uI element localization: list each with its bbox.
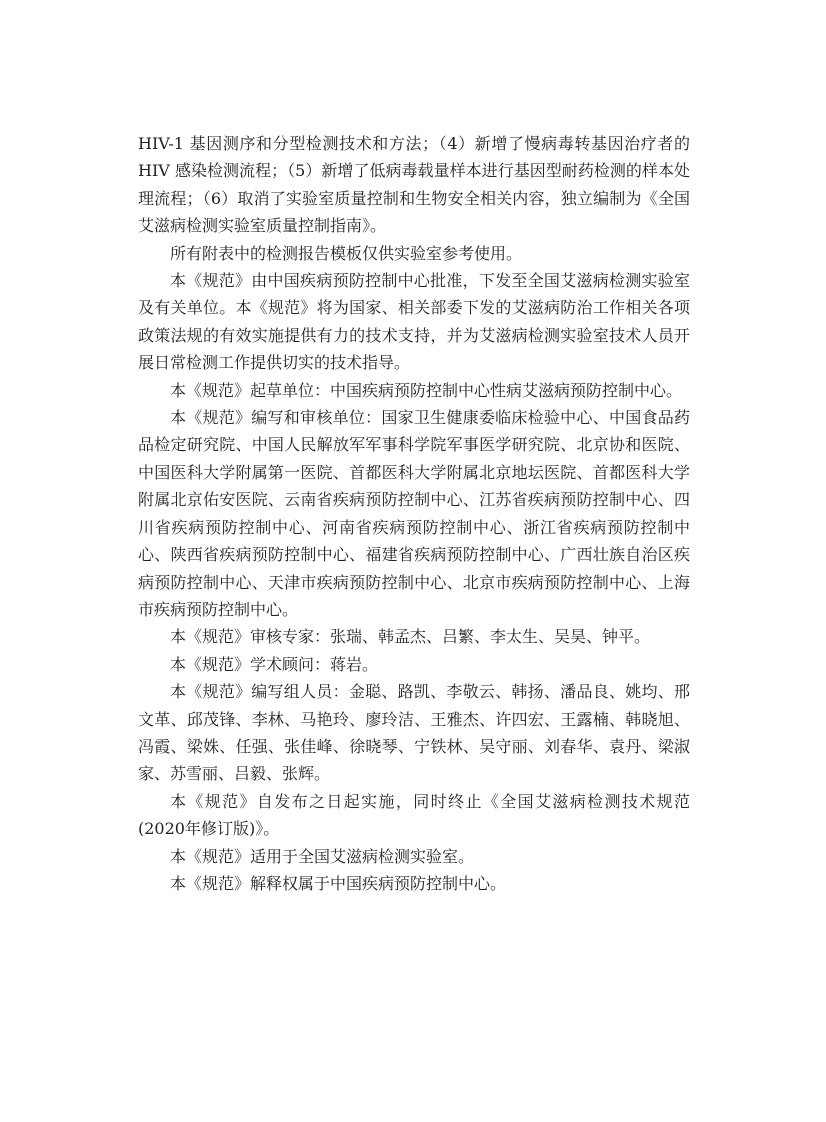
paragraph-review-experts: 本《规范》审核专家：张瑞、韩孟杰、吕繁、李太生、吴昊、钟平。 [170,627,651,647]
paragraph-writing-group: 本《规范》编写组人员：金聪、路凯、李敬云、韩扬、潘品良、姚均、邢文革、邱茂锋、李林、马艳玲、廖玲洁、王雅杰、许四宏、王露楠、韩晓旭、冯霞、梁姝、任强、张佳峰、徐晓琴、宁铁林、吴守丽、刘春华、袁丹、梁淑家、苏雪丽、吕毅、张辉。 [138,682,690,784]
document-page [138,130,690,897]
paragraph-drafting-unit: 本《规范》起草单位：中国疾病预防控制中心性病艾滋病预防控制中心。 [170,380,683,400]
paragraph-academic-advisor: 本《规范》学术顾问：蒋岩。 [170,654,379,674]
paragraph-effective-date: 本《规范》自发布之日起实施，同时终止《全国艾滋病检测技术规范(2020年修订版)》。 [138,791,690,839]
paragraph-scope: 本《规范》适用于全国艾滋病检测实验室。 [170,846,475,866]
paragraph-continuation: HIV-1 基因测序和分型检测技术和方法；（4）新增了慢病毒转基因治疗者的 HIV 感染检测流程；（5）新增了低病毒载量样本进行基因型耐药检测的样本处理流程；（6）取消了实验室质量控制和生物安全相关内容，独立编制为《全国艾滋病检测实验室质量控制指南》。 [138,134,690,236]
paragraph-review-units: 本《规范》编写和审核单位：国家卫生健康委临床检验中心、中国食品药品检定研究院、中国人民解放军军事科学院军事医学研究院、北京协和医院、中国医科大学附属第一医院、首都医科大学附属北京地坛医院、首都医科大学附属北京佑安医院、云南省疾病预防控制中心、江苏省疾病预防控制中心、四川省疾病预防控制中心、河南省疾病预防控制中心、浙江省疾病预防控制中心、陕西省疾病预防控制中心、福建省疾病预防控制中心、广西壮族自治区疾病预防控制中心、天津市疾病预防控制中心、北京市疾病预防控制中心、上海市疾病预防控制中心。 [138,408,690,619]
paragraph-appendix-note: 所有附表中的检测报告模板仅供实验室参考使用。 [170,243,523,263]
paragraph-approval: 本《规范》由中国疾病预防控制中心批准，下发至全国艾滋病检测实验室及有关单位。本《规范》将为国家、相关部委下发的艾滋病防治工作相关各项政策法规的有效实施提供有力的技术支持，并为艾滋病检测实验室技术人员开展日常检测工作提供切实的技术指导。 [138,271,690,373]
paragraph-interpretation: 本《规范》解释权属于中国疾病预防控制中心。 [170,873,507,893]
